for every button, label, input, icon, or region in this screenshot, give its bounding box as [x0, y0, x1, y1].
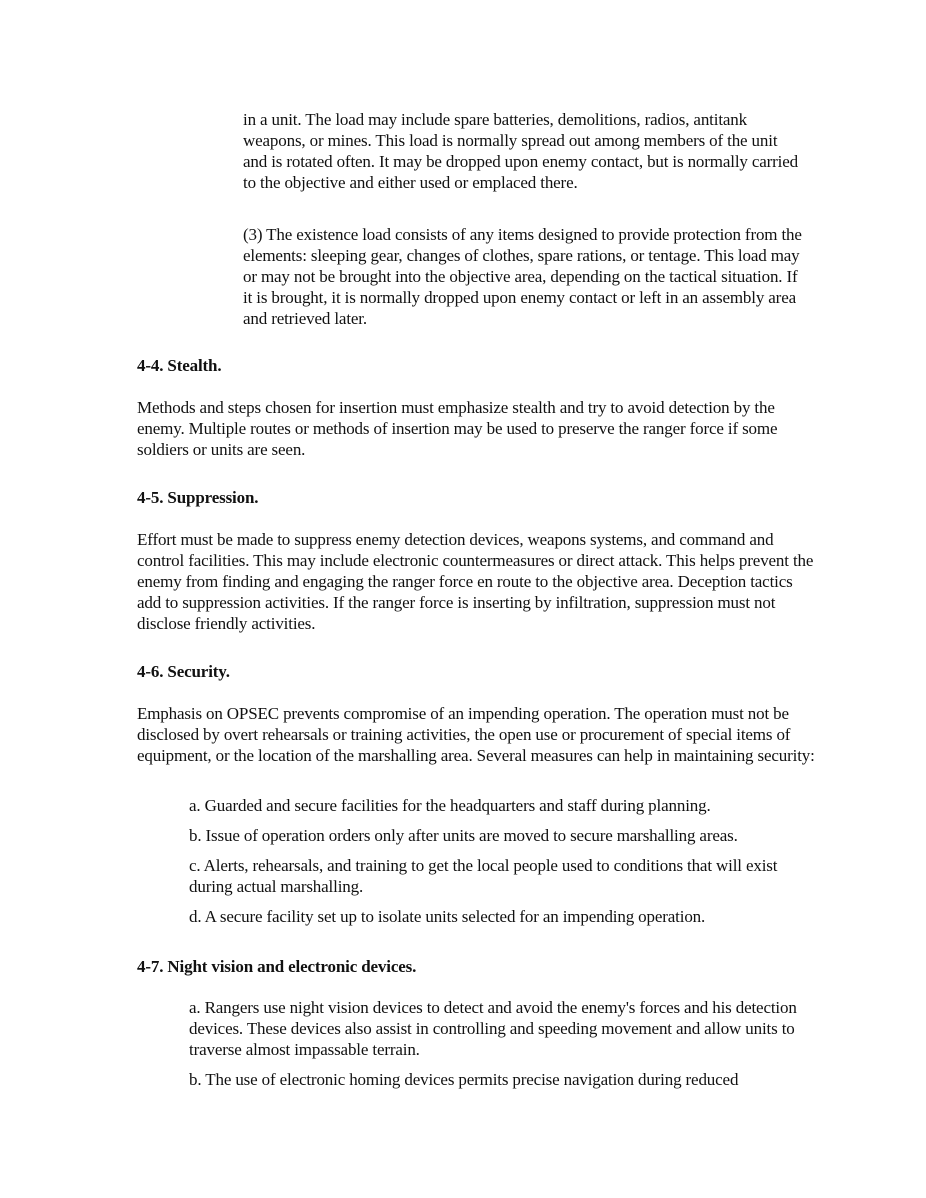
- existence-load-paragraph: (3) The existence load consists of any items designed to provide protection from the elements: sleeping gear, changes of clothes, spare rations, or tentage. This load may or may not be brought into the objective area, depending on the tactical situation. If it is brought, it is normally dropped upon enemy contact or left in an assembly area and retrieved later.: [243, 225, 802, 328]
- suppression-heading: 4-5. Suppression.: [137, 488, 259, 507]
- suppression-paragraph: Effort must be made to suppress enemy detection devices, weapons systems, and command and control facilities. This may include electronic countermeasures or direct attack. This helps prevent the enemy from finding and engaging the ranger force en route to the objective area. Deception tactics add to suppression activities. If the ranger force is inserting by infiltration, suppression must not disclose friendly activities.: [137, 530, 814, 633]
- night-vision-item-b: b. The use of electronic homing devices permits precise navigation during reduced: [189, 1070, 739, 1089]
- night-vision-item-a: a. Rangers use night vision devices to detect and avoid the enemy's forces and his detection devices. These devices also assist in controlling and speeding movement and allow units to traverse almost impassable terrain.: [189, 998, 797, 1059]
- security-heading: 4-6. Security.: [137, 662, 230, 681]
- stealth-heading: 4-4. Stealth.: [137, 356, 222, 375]
- security-item-d: d. A secure facility set up to isolate units selected for an impending operation.: [189, 907, 706, 926]
- security-item-b: b. Issue of operation orders only after units are moved to secure marshalling areas.: [189, 826, 738, 845]
- stealth-paragraph: Methods and steps chosen for insertion must emphasize stealth and try to avoid detection by the enemy. Multiple routes or methods of insertion may be used to preserve the ranger force if some soldiers or units are seen.: [137, 398, 778, 459]
- security-item-c: c. Alerts, rehearsals, and training to get the local people used to conditions that will exist during actual marshalling.: [189, 856, 778, 896]
- security-paragraph: Emphasis on OPSEC prevents compromise of an impending operation. The operation must not be disclosed by overt rehearsals or training activities, the open use or procurement of special items of equipment, or the location of the marshalling area. Several measures can help in maintaining security:: [137, 704, 815, 765]
- night-vision-heading: 4-7. Night vision and electronic devices.: [137, 957, 417, 976]
- load-continuation-paragraph: in a unit. The load may include spare batteries, demolitions, radios, antitank weapons, or mines. This load is normally spread out among members of the unit and is rotated often. It may be dropped upon enemy contact, but is normally carried to the objective and either used or emplaced there.: [243, 110, 798, 192]
- security-item-a: a. Guarded and secure facilities for the headquarters and staff during planning.: [189, 796, 711, 815]
